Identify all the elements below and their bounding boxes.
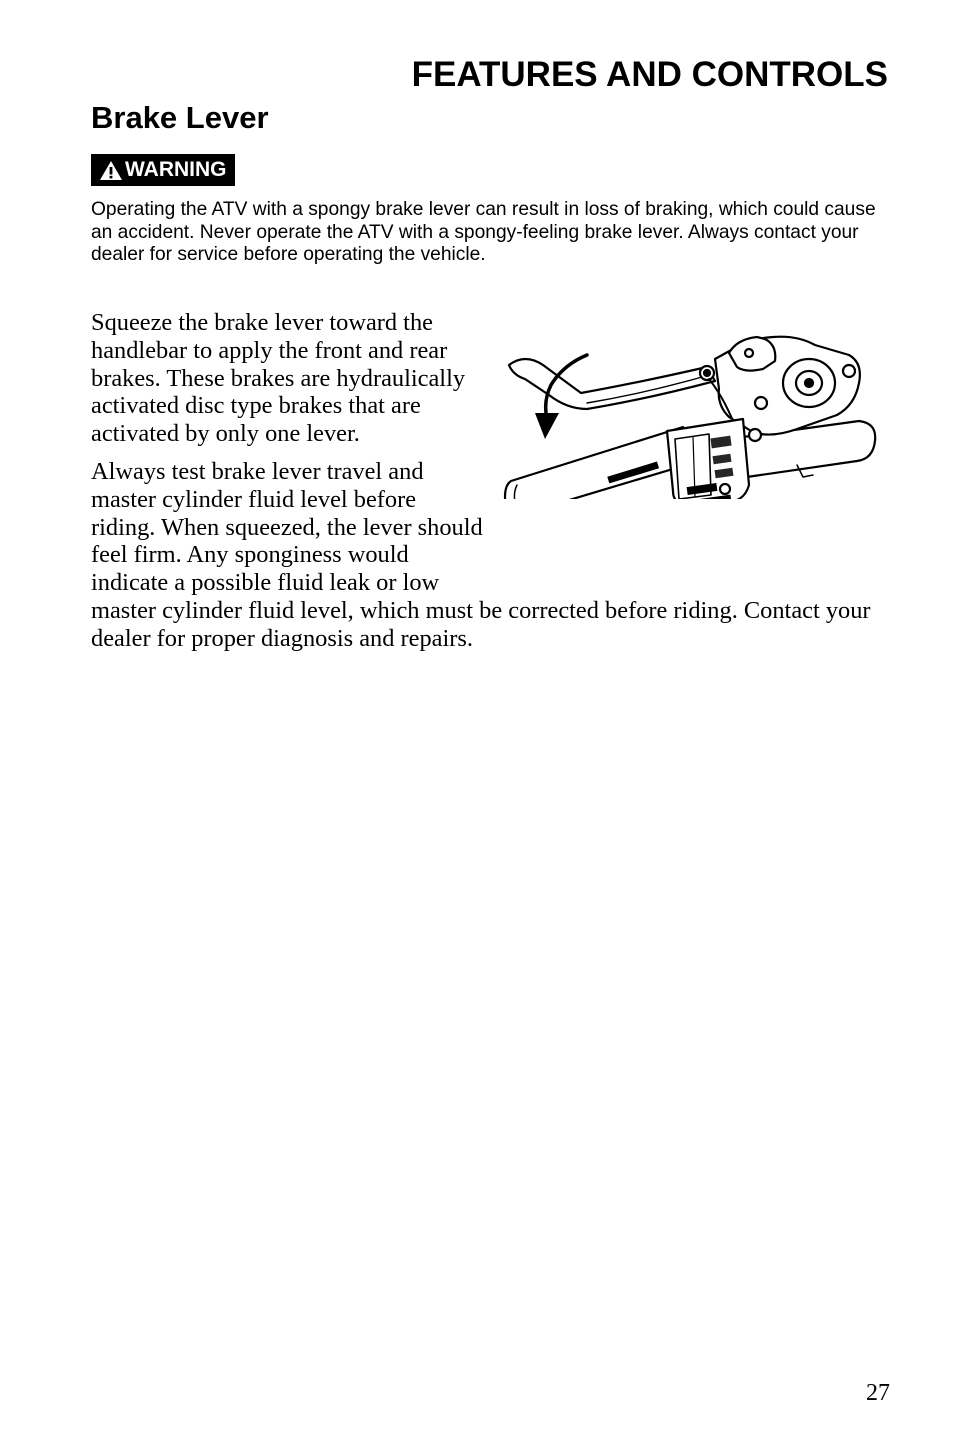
- brake-lever-illustration: [497, 309, 877, 499]
- warning-triangle-icon: [99, 160, 123, 181]
- warning-text: Operating the ATV with a spongy brake lever can result in loss of braking, which could cause an accident. Never operate the ATV with a spongy-feeling brake lever. Always contact your dealer for service before operating the vehicle.: [91, 199, 876, 265]
- brake-lever-paragraph-2: Always test brake lever travel and master cylinder fluid level before riding. When squeezed, the lever should feel firm. Any sponginess would indicate a possible fluid leak or low master cylinder fluid level, which must be corrected before riding. Contact your dealer for proper diagnosis and repairs.: [91, 457, 871, 652]
- body-text: [91, 309, 891, 663]
- brake-lever-paragraph-1: Squeeze the brake lever toward the handlebar to apply the front and rear brakes. These brakes are hydraulically activated disc type brakes that are activated by only one lever.: [91, 309, 466, 448]
- warning-label: WARNING: [125, 158, 227, 181]
- page-number: 27: [866, 1380, 890, 1406]
- section-title: Brake Lever: [91, 100, 269, 135]
- chapter-title: FEATURES AND CONTROLS: [411, 55, 888, 94]
- warning-badge: [91, 154, 235, 186]
- brake-lever-figure: [483, 309, 891, 595]
